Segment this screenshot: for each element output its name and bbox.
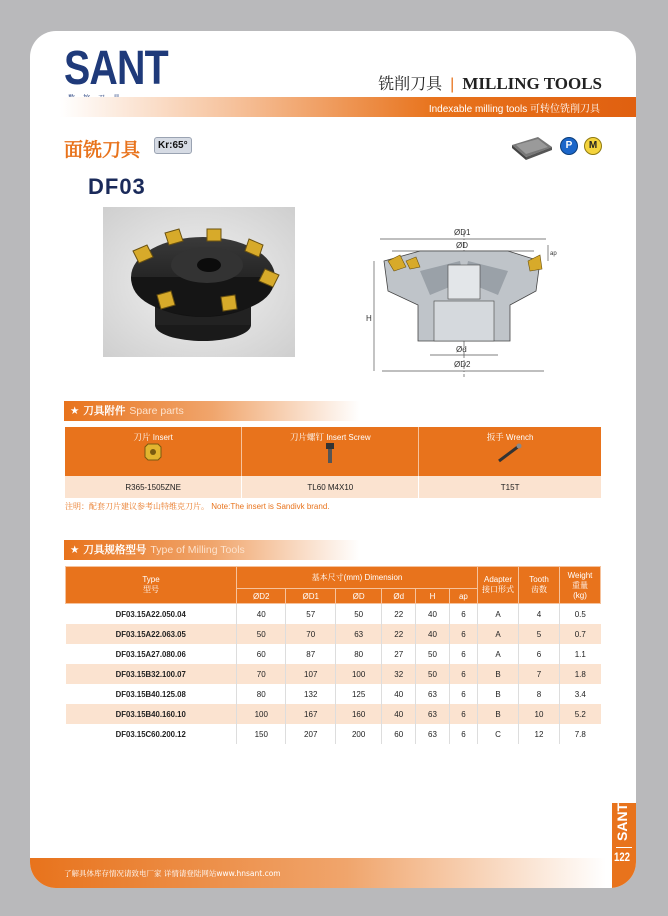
spec-cell: 87 [286,644,335,664]
spec-cell: 12 [519,724,560,744]
spec-cell: 6 [449,644,477,664]
spec-cell: 8 [519,684,560,704]
tab-brand: SANT [614,802,630,841]
page-tab [612,803,636,888]
spec-cell: 40 [382,684,416,704]
logo-text: SANT [64,42,168,95]
spec-cell: B [478,664,519,684]
spec-cell: 63 [416,684,450,704]
technical-drawing [360,221,560,381]
spec-cell: 1.8 [560,664,601,684]
spec-cell: A [478,604,519,625]
spare-bar-en: Spare parts [129,405,184,417]
spec-cell: B [478,684,519,704]
spec-bar-cn: 刀具规格型号 [83,544,147,556]
spec-cell: 70 [286,624,335,644]
spare-parts-bar: ★ 刀具附件 Spare parts [64,401,360,421]
type-code-cell: DF03.15B32.100.07 [66,664,237,684]
type-code-cell: DF03.15A27.080.06 [66,644,237,664]
spec-cell: 5 [519,624,560,644]
spec-cell: 80 [335,644,381,664]
header-subtitle: Indexable milling tools 可转位铣削刀具 [428,104,600,115]
insert-value: R365-1505ZNE [65,476,242,498]
spec-cell: 0.5 [560,604,601,625]
spec-cell: 50 [416,644,450,664]
label-ap: ap [550,251,557,257]
spec-cell: 40 [416,624,450,644]
type-header: Type 型号 [66,567,237,604]
spec-cell: 63 [335,624,381,644]
label-small-d: Ød [456,345,467,354]
screw-value: TL60 M4X10 [242,476,419,498]
spec-cell: 32 [382,664,416,684]
label-d1: ØD1 [454,228,471,237]
spec-cell: 50 [237,624,286,644]
label-d: ØD [456,241,468,250]
spec-table [65,566,601,744]
screw-icon [323,443,337,463]
col-d1: ØD1 [286,589,335,604]
spec-cell: 160 [335,704,381,724]
sant-logo [64,42,191,103]
spec-cell: 50 [416,664,450,684]
table-row [66,704,601,724]
spec-cell: 6 [449,724,477,744]
spec-cell: B [478,704,519,724]
table-row [66,624,601,644]
table-row [66,724,601,744]
section-title: 面铣刀具 [64,139,141,161]
label-d2: ØD2 [454,360,471,369]
spec-cell: 107 [286,664,335,684]
type-code-cell: DF03.15B40.160.10 [66,704,237,724]
insert-shape-icon [510,135,554,161]
insert-icon [144,443,162,461]
table-row [66,604,601,625]
header-title-cn: 铣削刀具 [378,74,443,93]
spec-cell: 200 [335,724,381,744]
spec-cell: 0.7 [560,624,601,644]
spec-cell: 207 [286,724,335,744]
spec-cell: 125 [335,684,381,704]
spare-col-screw: 刀片螺钉 Insert Screw [242,427,419,476]
spec-bar: ★ 刀具规格型号 Type of Milling Tools [64,540,360,560]
spec-cell: 40 [382,704,416,724]
spec-cell: 6 [519,644,560,664]
weight-header: Weight 重量 (kg) [560,567,601,604]
spec-cell: 40 [416,604,450,625]
spec-cell: 3.4 [560,684,601,704]
spare-col-insert: 刀片 Insert [65,427,242,476]
brand-note: 注明：配套刀片建议参考山特维克刀片。 Note:The insert is Sandivk brand. [65,502,330,511]
catalog-page [30,31,636,888]
spare-bar-cn: 刀具附件 [83,405,126,417]
table-row [66,684,601,704]
spare-parts-row [65,476,601,498]
title-separator: | [450,76,455,93]
spare-parts-table [65,427,601,498]
spec-cell: 6 [449,704,477,724]
spec-cell: A [478,644,519,664]
spec-cell: 50 [335,604,381,625]
spec-cell: 57 [286,604,335,625]
type-code-cell: DF03.15C60.200.12 [66,724,237,744]
spec-cell: 150 [237,724,286,744]
spec-cell: 132 [286,684,335,704]
header-title [378,71,602,94]
spec-cell: 5.2 [560,704,601,724]
spec-cell: 6 [449,624,477,644]
footer-band [30,858,606,888]
kr-angle-badge: Kr:65° [154,137,192,154]
wrench-value: T15T [419,476,601,498]
spec-cell: 7.8 [560,724,601,744]
col-ap: ap [449,589,477,604]
spec-cell: 22 [382,624,416,644]
model-name: DF03 [88,174,146,199]
spec-cell: 1.1 [560,644,601,664]
spec-cell: 100 [335,664,381,684]
spec-cell: 60 [382,724,416,744]
spare-col-wrench: 扳手 Wrench [419,427,601,476]
spec-cell: 63 [416,724,450,744]
spec-cell: C [478,724,519,744]
spec-cell: 167 [286,704,335,724]
col-h: H [416,589,450,604]
spec-cell: 22 [382,604,416,625]
adapter-header: Adapter 接口形式 [478,567,519,604]
spec-cell: 6 [449,664,477,684]
table-row [66,644,601,664]
cutter-photo [103,207,295,357]
header-band [60,97,636,117]
spec-cell: 70 [237,664,286,684]
wrench-icon [497,443,523,463]
type-code-cell: DF03.15A22.050.04 [66,604,237,625]
spec-cell: 80 [237,684,286,704]
spec-cell: 100 [237,704,286,724]
col-d2: ØD2 [237,589,286,604]
tab-divider [616,847,632,848]
footer-text: 了解具体库存情况请致电厂家 详情请登陆网站www.hnsant.com [64,869,281,878]
material-m-badge: M [584,137,602,155]
spec-cell: 60 [237,644,286,664]
table-row [66,664,601,684]
spec-cell: 40 [237,604,286,625]
spec-bar-en: Type of Milling Tools [150,544,245,556]
spec-cell: 10 [519,704,560,724]
type-code-cell: DF03.15A22.063.05 [66,624,237,644]
spec-cell: 6 [449,604,477,625]
spec-cell: 6 [449,684,477,704]
spec-cell: 7 [519,664,560,684]
dimension-header: 基本尺寸(mm) Dimension [237,567,478,589]
spec-cell: 27 [382,644,416,664]
col-d: ØD [335,589,381,604]
type-code-cell: DF03.15B40.125.08 [66,684,237,704]
label-h: H [366,314,372,323]
col-small-d: Ød [382,589,416,604]
tooth-header: Tooth 齿数 [519,567,560,604]
spec-cell: A [478,624,519,644]
material-p-badge: P [560,137,578,155]
spec-cell: 63 [416,704,450,724]
spec-cell: 4 [519,604,560,625]
header-title-en: MILLING TOOLS [462,74,602,93]
page-number: 122 [614,850,631,864]
